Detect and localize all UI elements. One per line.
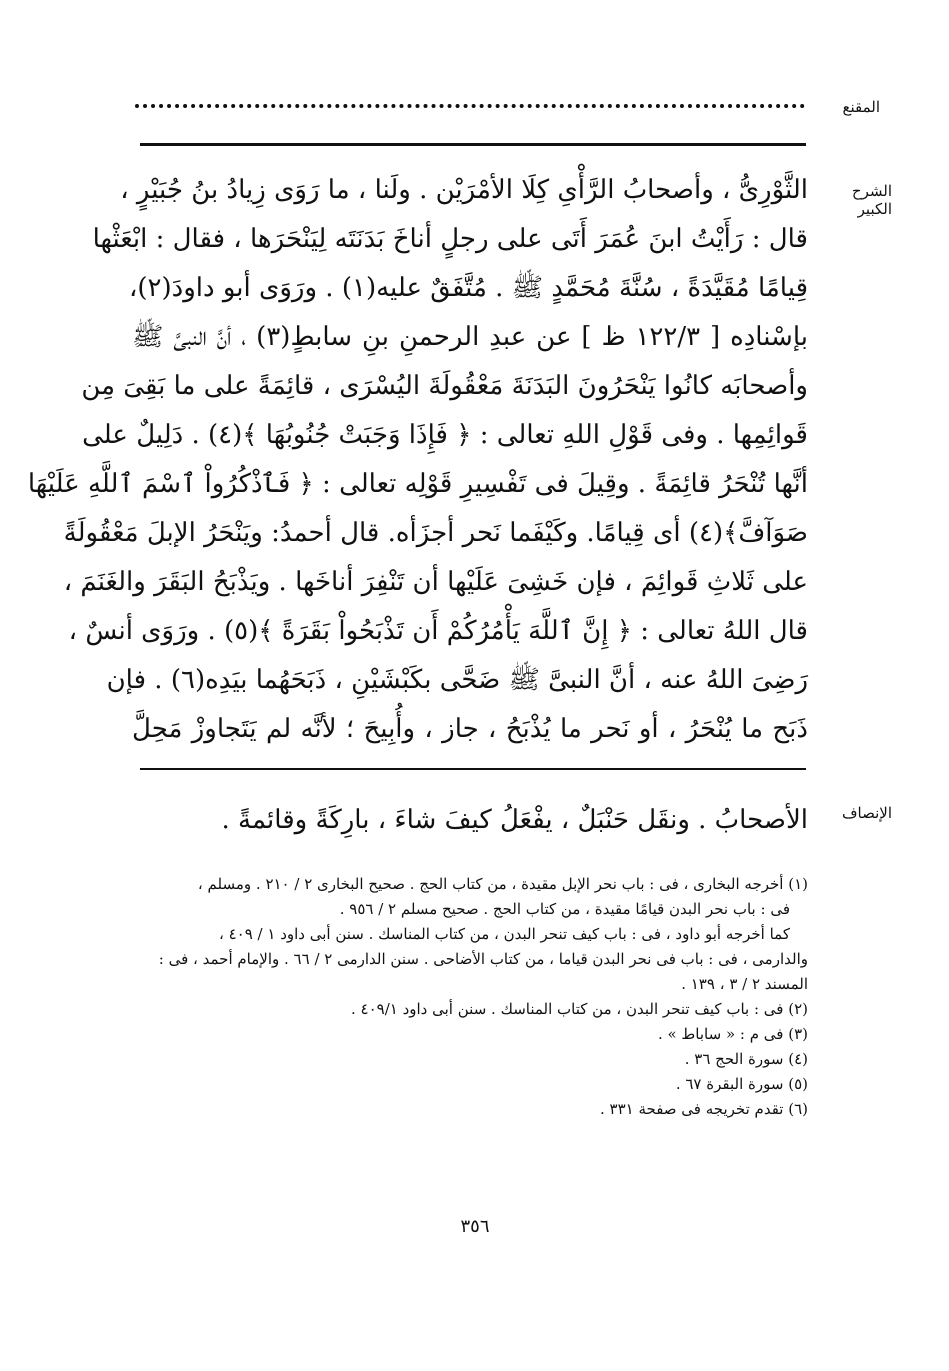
footnote-line: فى : باب نحر البدن قيامًا مقيدة ، من كتاب الحج . صحيح مسلم ٢ / ٩٥٦ . <box>339 900 790 918</box>
body-line: قال اللهُ تعالى : ﴿ إِنَّ ٱللَّهَ يَأْمُرُكُمْ أَن تَذْبَحُواْ بَقَرَةً ﴾(٥) . ورَوَى أنسٌ ، <box>68 616 808 646</box>
insaf-section-label: الإنصاف <box>841 804 892 822</box>
section-divider <box>140 768 806 770</box>
footnotes <box>132 872 808 1122</box>
footnote-line: (١) أخرجه البخارى ، فى : باب نحر الإبل مقيدة ، من كتاب الحج . صحيح البخارى ٢ / ٢١٠ . ومسلم ، <box>197 875 808 893</box>
footnote-line: (٤) سورة الحج ٣٦ . <box>684 1050 808 1068</box>
body-line: قَوائِمِها . وفى قَوْلِ اللهِ تعالى : ﴿ فَإِذَا وَجَبَتْ جُنُوبُهَا ﴾(٤) . دَلِيلٌ على <box>82 420 808 450</box>
sharh-section-label: الشرح الكبير <box>851 182 892 218</box>
body-line: ذَبَح ما يُنْحَرُ ، أو نَحر ما يُذْبَحُ ، جاز ، وأُبِيحَ ؛ لأنَّه لم يَتَجاوزْ مَحِلَّ <box>132 714 808 744</box>
footnote-line: والدارمى ، فى : باب فى نحر البدن قياما ، من كتاب الأضاحى . سنن الدارمى ٢ / ٦٦ . والإمام أحمد ، فى : <box>158 950 808 968</box>
body-line: صَوَآفَّ﴾(٤) أى قِيامًا. وكَيْفَما نَحر أجزَأه. قال أحمدُ: ويَنْحَرُ الإبلَ مَعْقُولَةً <box>63 518 808 548</box>
body-line: على ثَلاثِ قَوائِمَ ، فإن خَشِىَ عَلَيْها أن تَنْفِرَ أناخَها . ويَذْبَحُ البَقَرَ والغَنَمَ ، <box>63 567 808 597</box>
footnote-line: المسند ٢ / ٣ ، ١٣٩ . <box>681 975 808 993</box>
insaf-text: الأصحابُ . ونقَل حَنْبَلٌ ، يفْعَلُ كيفَ شاءَ ، بارِكَةً وقائمةً . <box>221 805 808 835</box>
main-body-text <box>27 166 808 754</box>
body-line: بإسْنادِه [ ١٢٢/٣ ظ ] عن عبدِ الرحمنِ بنِ سابطٍ(٣) ، أنَّ النبىَّ ﷺ <box>132 322 808 352</box>
footnote-line: (٦) تقدم تخريجه فى صفحة ٣٣١ . <box>599 1100 808 1118</box>
book-title-header: المقنع <box>842 98 880 116</box>
footnote-line: كما أخرجه أبو داود ، فى : باب كيف تنحر البدن ، من كتاب المناسك . سنن أبى داود ١ / ٤٠٩ ، <box>218 925 790 943</box>
footnote-line: (٥) سورة البقرة ٦٧ . <box>675 1075 808 1093</box>
footnote-line: (٢) فى : باب كيف تنحر البدن ، من كتاب المناسك . سنن أبى داود ٤٠٩/١ . <box>351 1000 808 1018</box>
body-line: الثَّوْرِىُّ ، وأصحابُ الرَّأْىِ كِلَا الأمْرَيْن . ولَنا ، ما رَوَى زِيادُ بنُ جُبَيْرٍ ، <box>120 175 808 205</box>
body-line: قِيامًا مُقَيَّدَةً ، سُنَّةَ مُحَمَّدٍ ﷺ . مُتَّفَقٌ عليه(١) . ورَوَى أبو داودَ(٢)، <box>129 273 808 303</box>
body-line: وأصحابَه كانُوا يَنْحَرُونَ البَدَنَةَ مَعْقُولَةَ اليُسْرَى ، قائِمَةً على ما بَقِىَ مِن <box>81 371 808 401</box>
body-line: رَضِىَ اللهُ عنه ، أنَّ النبىَّ ﷺ ضَحَّى بكَبْشَيْنِ ، ذَبَحَهُما بيَدِه(٦) . فإن <box>106 665 808 695</box>
header-rule <box>140 143 806 146</box>
footnote-line: (٣) فى م : « ساباط » . <box>657 1025 808 1043</box>
body-line: أنَّها تُنْحَرُ قائِمَةً . وقِيلَ فى تَفْسِيرِ قَوْلِه تعالى : ﴿ فَٱذْكُرُواْ ٱسْمَ ٱللَّهِ عَلَيْهَا <box>27 469 808 499</box>
body-line: قال : رَأَيْتُ ابنَ عُمَرَ أَتَى على رجلٍ أناخَ بَدَنَتَه لِيَنْحَرَها ، فقال : ابْعَثْها <box>92 224 808 254</box>
page-number: ٣٥٦ <box>460 1216 490 1237</box>
header-dotted-line <box>135 104 805 114</box>
